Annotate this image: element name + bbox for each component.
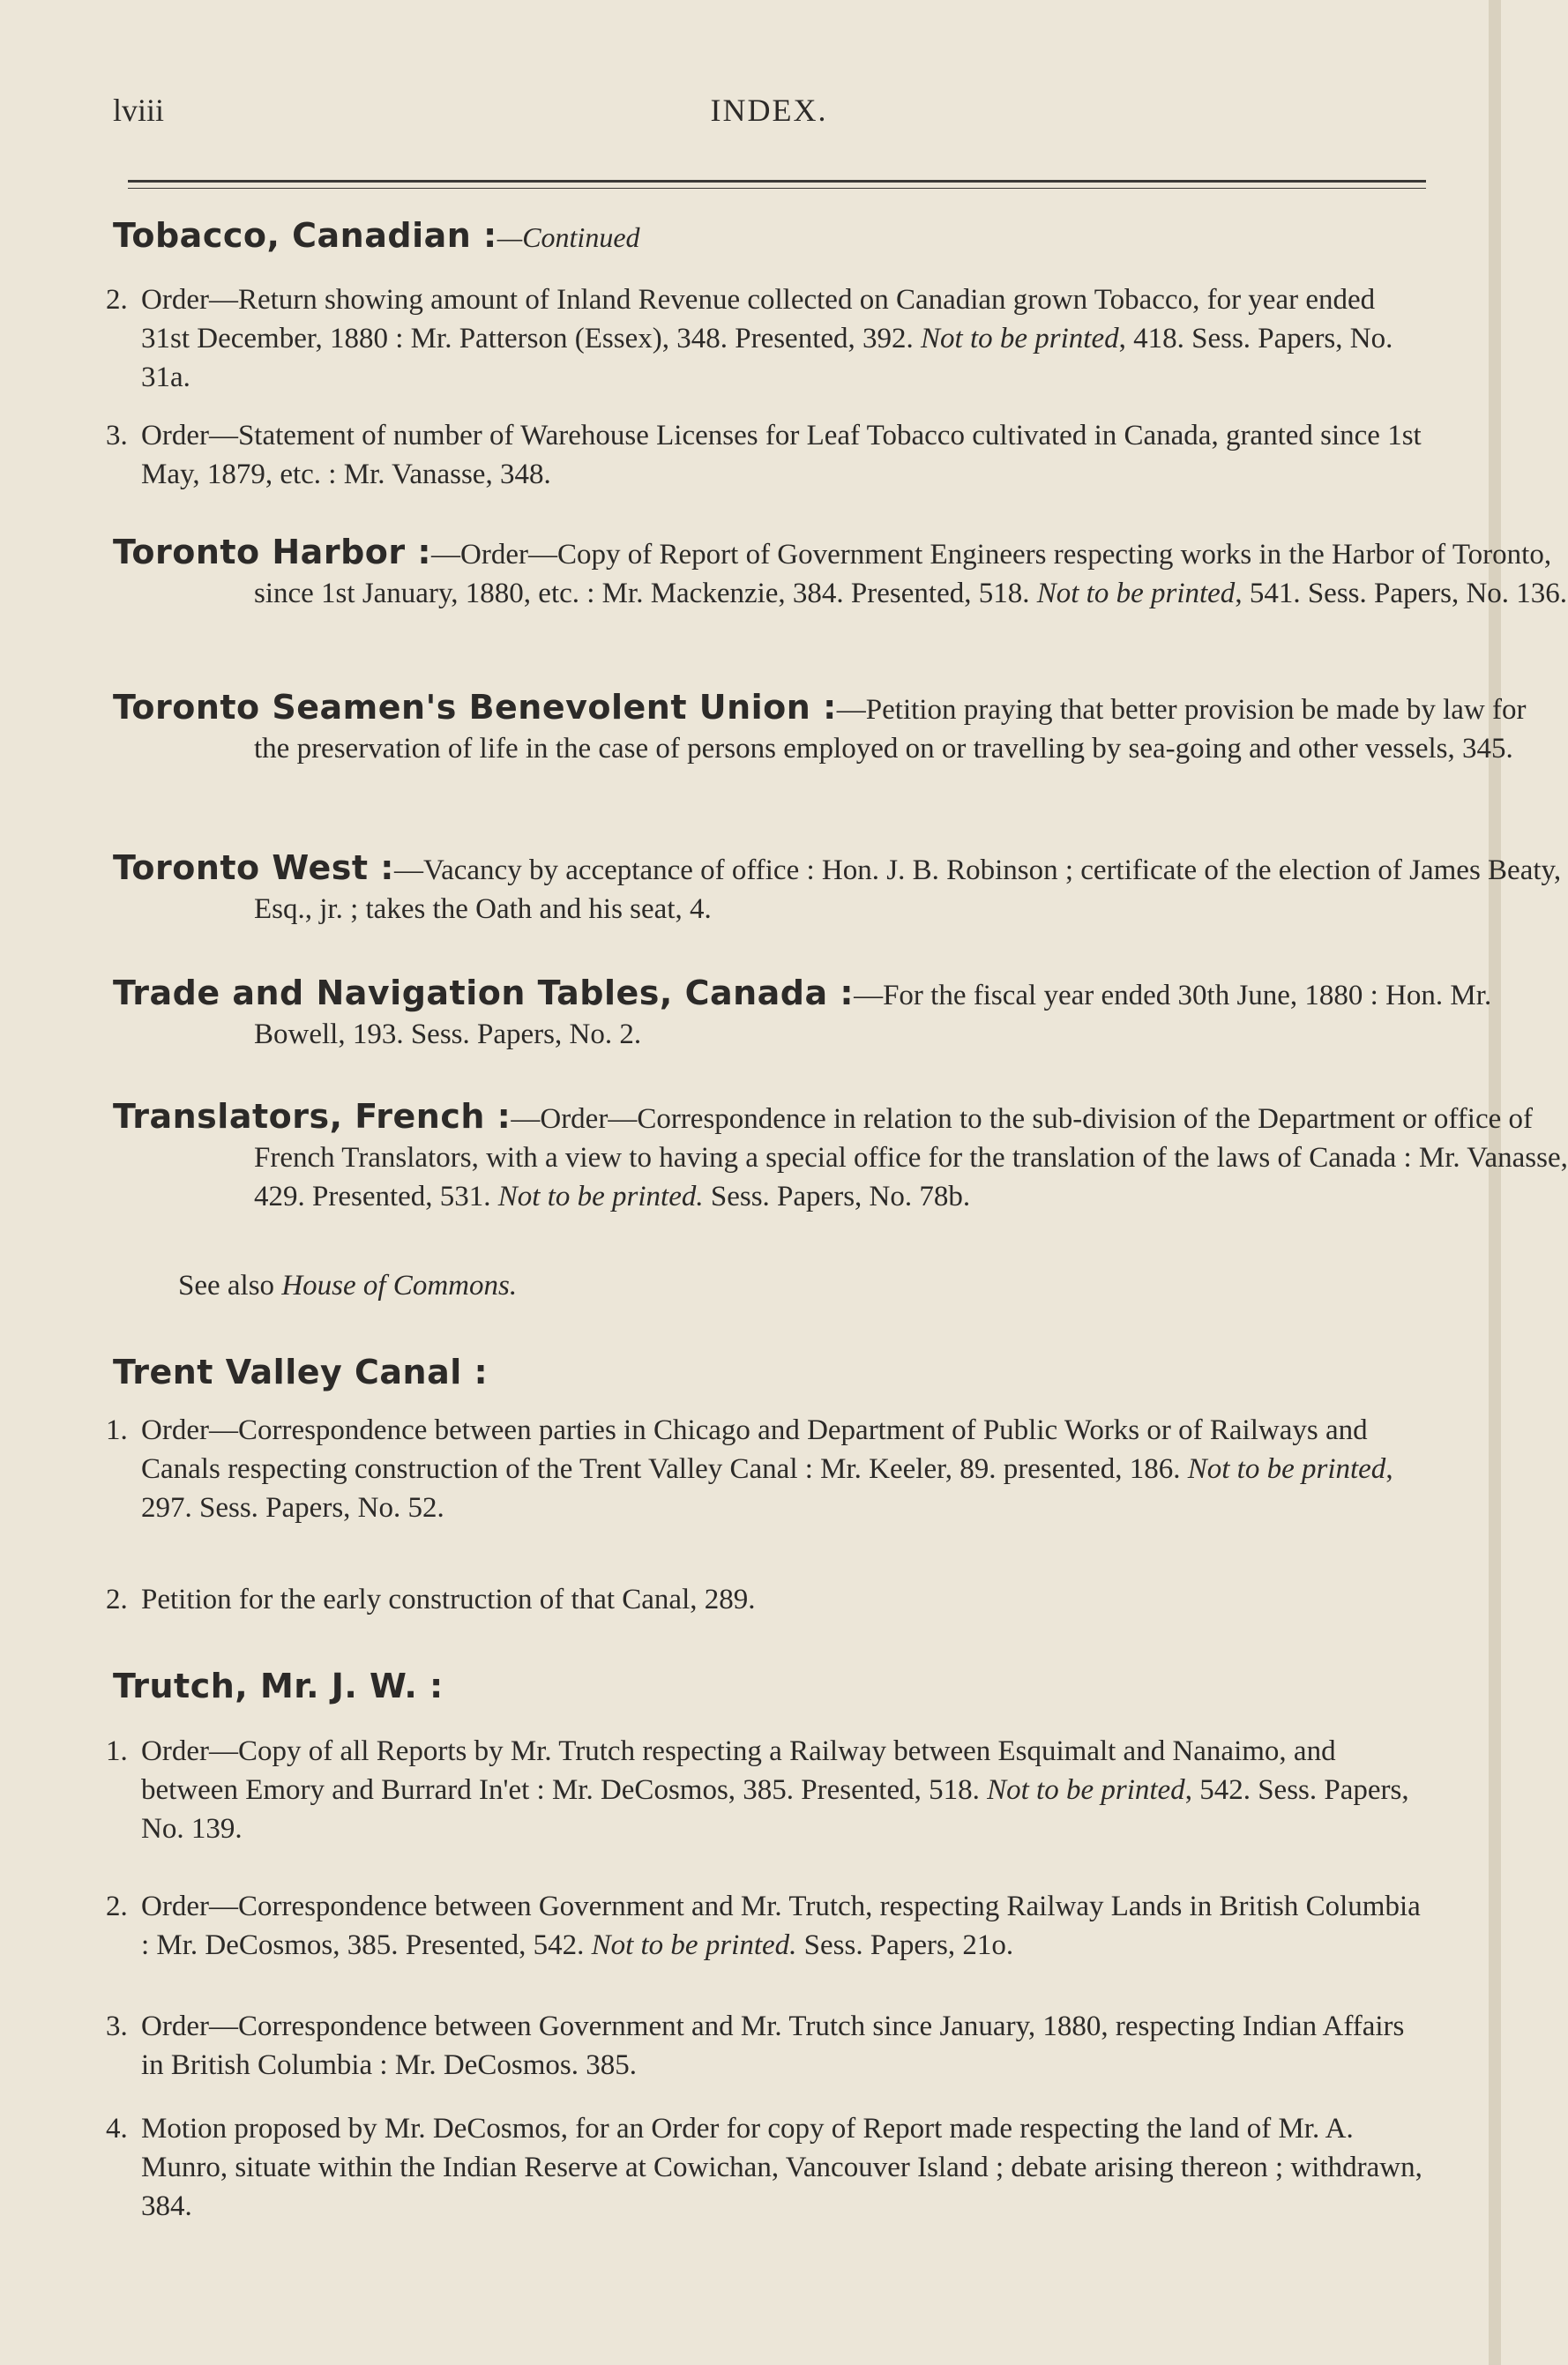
not-printed-note: Not to be printed. [591, 1929, 797, 1961]
sub-entry [106, 1580, 1429, 1619]
sub-text: Order—Copy of all Reports by Mr. Trutch respecting a Railway between Esquimalt and Nanaimo, and between Emory and Burrard In'et : Mr. DeCosmos, 385. Presented, 518. [141, 1735, 1336, 1806]
sub-number: 3. [106, 420, 128, 451]
header-rule-thin [128, 188, 1426, 189]
entry [113, 688, 1568, 768]
sub-number: 2. [106, 1584, 128, 1615]
entry-heading [113, 1667, 1427, 1705]
entry [113, 848, 1568, 929]
not-printed-note: Not to be printed. [497, 1181, 704, 1212]
sub-text: Order—Correspondence between Government and Mr. Trutch since January, 1880, respecting Indian Affairs in British Columbia : Mr. DeCosmos. 385. [141, 2011, 1405, 2081]
entry-text: —For the fiscal year ended 30th June, 1880 : Hon. Mr. Bowell, 193. Sess. Papers, No. 2. [254, 980, 1492, 1050]
entry-text: —Order—Copy of Report of Government Engineers respecting works in the Harbor of Toronto, since 1st January, 1880, etc. : Mr. Mackenzie, 384. Presented, 518. [254, 539, 1552, 609]
entry-heading-text: Tobacco, Canadian : [113, 216, 497, 255]
sub-entry [106, 1411, 1429, 1527]
folio: lviii [113, 93, 165, 128]
entry-heading [113, 1353, 1427, 1391]
not-printed-note: Not to be printed [921, 323, 1119, 354]
sub-number: 1. [106, 1735, 128, 1767]
entry-heading [113, 216, 1427, 255]
sub-text: Order—Statement of number of Warehouse Licenses for Leaf Tobacco cultivated in Canada, granted since 1st May, 1879, etc. : Mr. Vanasse, 348. [141, 420, 1422, 490]
entry-text: —Vacancy by acceptance of office : Hon. J. B. Robinson ; certificate of the election of James Beaty, Esq., jr. ; takes the Oath and his seat, 4. [254, 854, 1562, 925]
sub-text-end: , 297. Sess. Papers, No. 52. [141, 1453, 1393, 1524]
not-printed-note: Not to be printed [987, 1774, 1185, 1806]
entry-heading-text: Trutch, Mr. J. W. : [113, 1667, 444, 1705]
sub-text-end: , 542. Sess. Papers, No. 139. [141, 1774, 1409, 1845]
sub-text: Motion proposed by Mr. DeCosmos, for an Order for copy of Report made respecting the land of Mr. A. Munro, situate within the Indian Reserve at Cowichan, Vancouver Island ; debate arising thereon ; withdrawn, 384. [141, 2113, 1422, 2222]
sub-entry [106, 2007, 1429, 2085]
entry [113, 1097, 1568, 1216]
entry [113, 974, 1568, 1054]
entry [113, 533, 1568, 613]
sub-entry [106, 1887, 1429, 1965]
sub-text-end: Sess. Papers, 21o. [796, 1929, 1014, 1961]
running-title: INDEX. [710, 93, 828, 128]
entry-heading-text: Toronto West : [113, 848, 394, 887]
sub-text: Order—Correspondence between Government and Mr. Trutch, respecting Railway Lands in British Columbia : Mr. DeCosmos, 385. Presented, 542. [141, 1891, 1421, 1961]
not-printed-note: Not to be printed [1036, 578, 1236, 609]
header-rule [128, 180, 1426, 183]
entry-heading-text: Trade and Navigation Tables, Canada : [113, 974, 855, 1012]
see-also-ref: House of Commons. [281, 1270, 518, 1302]
sub-text: Petition for the early construction of that Canal, 289. [141, 1584, 756, 1615]
entry-text-end: Sess. Papers, No. 78b. [703, 1181, 971, 1212]
sub-text-end: , 418. Sess. Papers, No. 31a. [141, 323, 1393, 393]
sub-text: Order—Return showing amount of Inland Revenue collected on Canadian grown Tobacco, for year ended 31st December, 1880 : Mr. Patterson (Essex), 348. Presented, 392. [141, 284, 1376, 354]
sub-number: 1. [106, 1414, 128, 1446]
sub-text: Order—Correspondence between parties in Chicago and Department of Public Works or of Railways and Canals respecting construction of the Trent Valley Canal : Mr. Keeler, 89. presented, 186. [141, 1414, 1368, 1485]
sub-number: 3. [106, 2011, 128, 2042]
entry-heading-text: Trent Valley Canal : [113, 1353, 489, 1391]
sub-entry [106, 280, 1429, 397]
entry-heading-text: Toronto Harbor : [113, 533, 432, 571]
entry-text: —Petition praying that better provision be made by law for the preservation of life in the case of persons employed on or travelling by sea-going and other vessels, 345. [254, 694, 1527, 765]
page-header [113, 92, 1425, 145]
sub-number: 2. [106, 284, 128, 316]
entry-heading-text: Translators, French : [113, 1097, 511, 1136]
entry-text: —Order—Correspondence in relation to the sub-division of the Department or office of French Translators, with a view to having a special office for the translation of the laws of Canada : Mr. Vanasse, 429. Presented, 531. [254, 1103, 1568, 1212]
see-also-text: See also [178, 1270, 282, 1302]
see-also [178, 1266, 1501, 1305]
continued-note: —Continued [497, 221, 640, 253]
sub-entry [106, 2109, 1429, 2226]
sub-entry [106, 416, 1429, 494]
sub-number: 4. [106, 2113, 128, 2145]
entry-text-end: , 541. Sess. Papers, No. 136. [1235, 578, 1568, 609]
sub-entry [106, 1732, 1429, 1848]
sub-number: 2. [106, 1891, 128, 1922]
not-printed-note: Not to be printed [1187, 1453, 1386, 1485]
entry-heading-text: Toronto Seamen's Benevolent Union : [113, 688, 837, 727]
